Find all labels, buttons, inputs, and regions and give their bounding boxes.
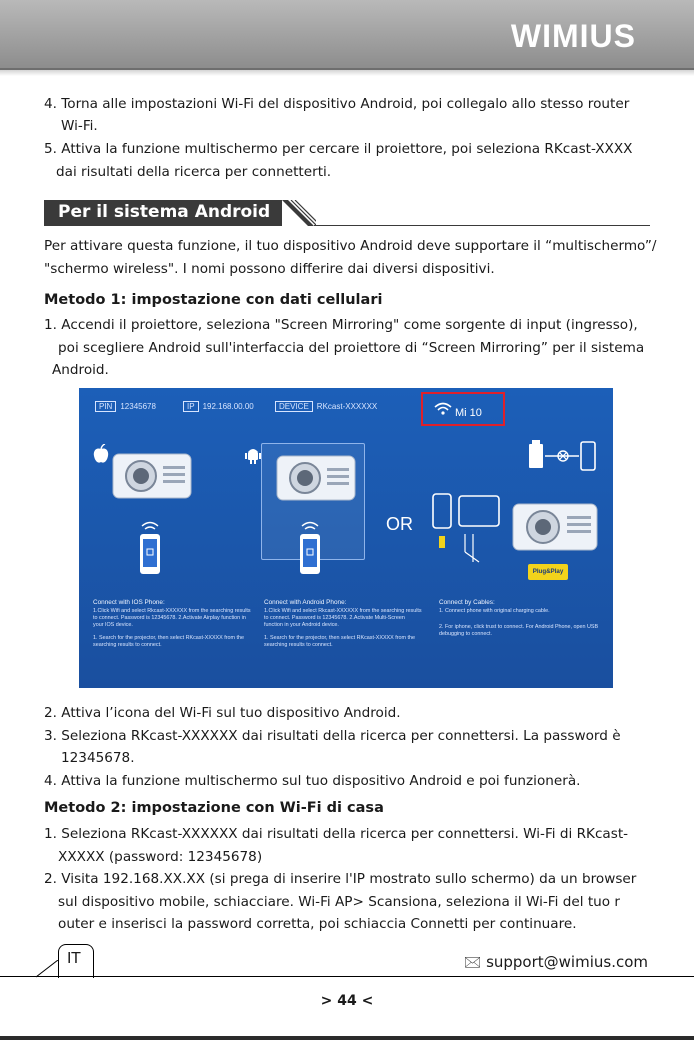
method-2-step-1-line-2: XXXXX (password: 12345678): [58, 849, 263, 865]
projector-icon-ios: [111, 448, 193, 504]
method-1-title: Metodo 1: impostazione con dati cellulari: [44, 292, 383, 308]
method-2-step-2-line-1: 2. Visita 192.168.XX.XX (si prega di inserire l'IP mostrato sullo schermo) da un browser: [44, 871, 637, 887]
or-label: OR: [386, 514, 413, 534]
intro-line-1: Per attivare questa funzione, il tuo dispositivo Android deve supportare il “multischermo”/: [44, 238, 657, 254]
language-tab: [58, 944, 94, 978]
step-5-line-2: dai risultati della ricerca per connetterti.: [56, 164, 332, 180]
header-shadow: [0, 70, 694, 76]
ios-instructions-search: 1. Search for the projector, then select RKcast-XXXXX from the searching results to connect.: [93, 635, 245, 648]
wimius-logo: WIMIUS: [510, 18, 636, 54]
method-1-step-4: 4. Attiva la funzione multischermo sul tuo dispositivo Android e poi funzionerà.: [44, 773, 581, 789]
ios-instructions-text: 1.Click Wifi and select Rkcast-XXXXXX from the searching results to connect. Password is 12345678. 2.Activate Airplay function in your IOS device.: [93, 608, 251, 628]
method-2-step-1-line-1: 1. Seleziona RKcast-XXXXXX dai risultati della ricerca per connettersi. Wi-Fi di RKcast-: [44, 826, 629, 842]
section-label-box: [44, 200, 282, 226]
method-2-step-2-line-3: outer e inserisci la password corretta, poi schiaccia Connetti per continuare.: [58, 916, 577, 932]
method-2-title: Metodo 2: impostazione con Wi-Fi di casa: [44, 800, 384, 816]
page-number: > 44 <: [320, 993, 374, 1009]
method-1-step-1-line-1: 1. Accendi il proiettore, seleziona "Screen Mirroring" come sorgente di input (ingresso),: [44, 317, 638, 333]
pin-value: 12345678: [120, 402, 156, 411]
support-email: support@wimius.com: [486, 953, 648, 971]
pin-tag: PIN: [95, 401, 116, 412]
method-1-step-2: 2. Attiva l’icona del Wi-Fi sul tuo dispositivo Android.: [44, 705, 401, 721]
step-5-line-1: 5. Attiva la funzione multischermo per cercare il proiettore, poi seleziona RKcast-XXXX: [44, 141, 633, 157]
apple-icon: [93, 444, 109, 464]
method-1-step-3-line-2: 12345678.: [61, 750, 135, 766]
language-code: IT: [67, 949, 81, 967]
method-1-step-1-line-3: Android.: [52, 362, 109, 378]
section-rule: [314, 225, 650, 226]
plug-and-play-badge: Plug&Play: [528, 564, 568, 580]
intro-line-2: "schermo wireless". I nomi possono differire dai diversi dispositivi.: [44, 261, 495, 277]
step-4-line-2: Wi-Fi.: [61, 118, 98, 134]
android-instructions-text: 1.Click Wifi and select Rkcast-XXXXXX from the searching results to connect. Password is 12345678. 2.Activate Multi-Screen function in your Android device.: [264, 608, 422, 628]
projector-icon-cable: [511, 498, 601, 558]
section-stripes: [282, 200, 316, 226]
ip-value: 192.168.00.00: [202, 402, 254, 411]
projector-screen-illustration: [79, 388, 613, 688]
phone-icon-android: [295, 518, 325, 578]
phone-icon-ios: [135, 518, 165, 578]
cable-instructions-title: Connect by Cables:: [439, 599, 495, 606]
device-tag: DEVICE: [275, 401, 313, 412]
ios-instructions-title: Connect with IOS Phone:: [93, 599, 165, 606]
pin-info: [95, 402, 156, 411]
android-instructions-search: 1. Search for the projector, then select RKcast-XXXXX from the searching results to connect.: [264, 635, 416, 648]
device-info: [275, 402, 377, 411]
section-title: Per il sistema Android: [58, 202, 271, 222]
wifi-icon: [434, 402, 452, 416]
section-header-android: [44, 200, 650, 226]
ip-tag: IP: [183, 401, 199, 412]
support-contact: [464, 952, 648, 977]
wifi-name: Mi 10: [455, 407, 482, 419]
cable-instructions-text-2: 2. For iphone, click trust to connect. For Android Phone, open USB debugging to connect.: [439, 624, 599, 637]
page-header: [0, 0, 694, 70]
mail-icon: 🖂: [463, 953, 482, 971]
method-2-step-2-line-2: sul dispositivo mobile, schiacciare. Wi-Fi AP> Scansiona, seleziona il Wi-Fi del tuo r: [58, 894, 620, 910]
cable-connection-icon: [527, 440, 599, 472]
method-1-step-3-line-1: 3. Seleziona RKcast-XXXXXX dai risultati della ricerca per connettersi. La password è: [44, 728, 621, 744]
ip-info: [183, 402, 254, 411]
cable-instructions-text: 1. Connect phone with original charging cable.: [439, 608, 550, 614]
bottom-rule: [0, 1036, 694, 1040]
method-1-step-1-line-2: poi scegliere Android sull'interfaccia del proiettore di “Screen Mirroring” per il sistema: [58, 340, 645, 356]
step-4-line-1: 4. Torna alle impostazioni Wi-Fi del dispositivo Android, poi collegalo allo stesso router: [44, 96, 630, 112]
android-icon: [245, 446, 261, 464]
device-value: RKcast-XXXXXX: [316, 402, 378, 411]
android-instructions-title: Connect with Android Phone:: [264, 599, 347, 606]
projector-icon-android: [275, 450, 357, 506]
